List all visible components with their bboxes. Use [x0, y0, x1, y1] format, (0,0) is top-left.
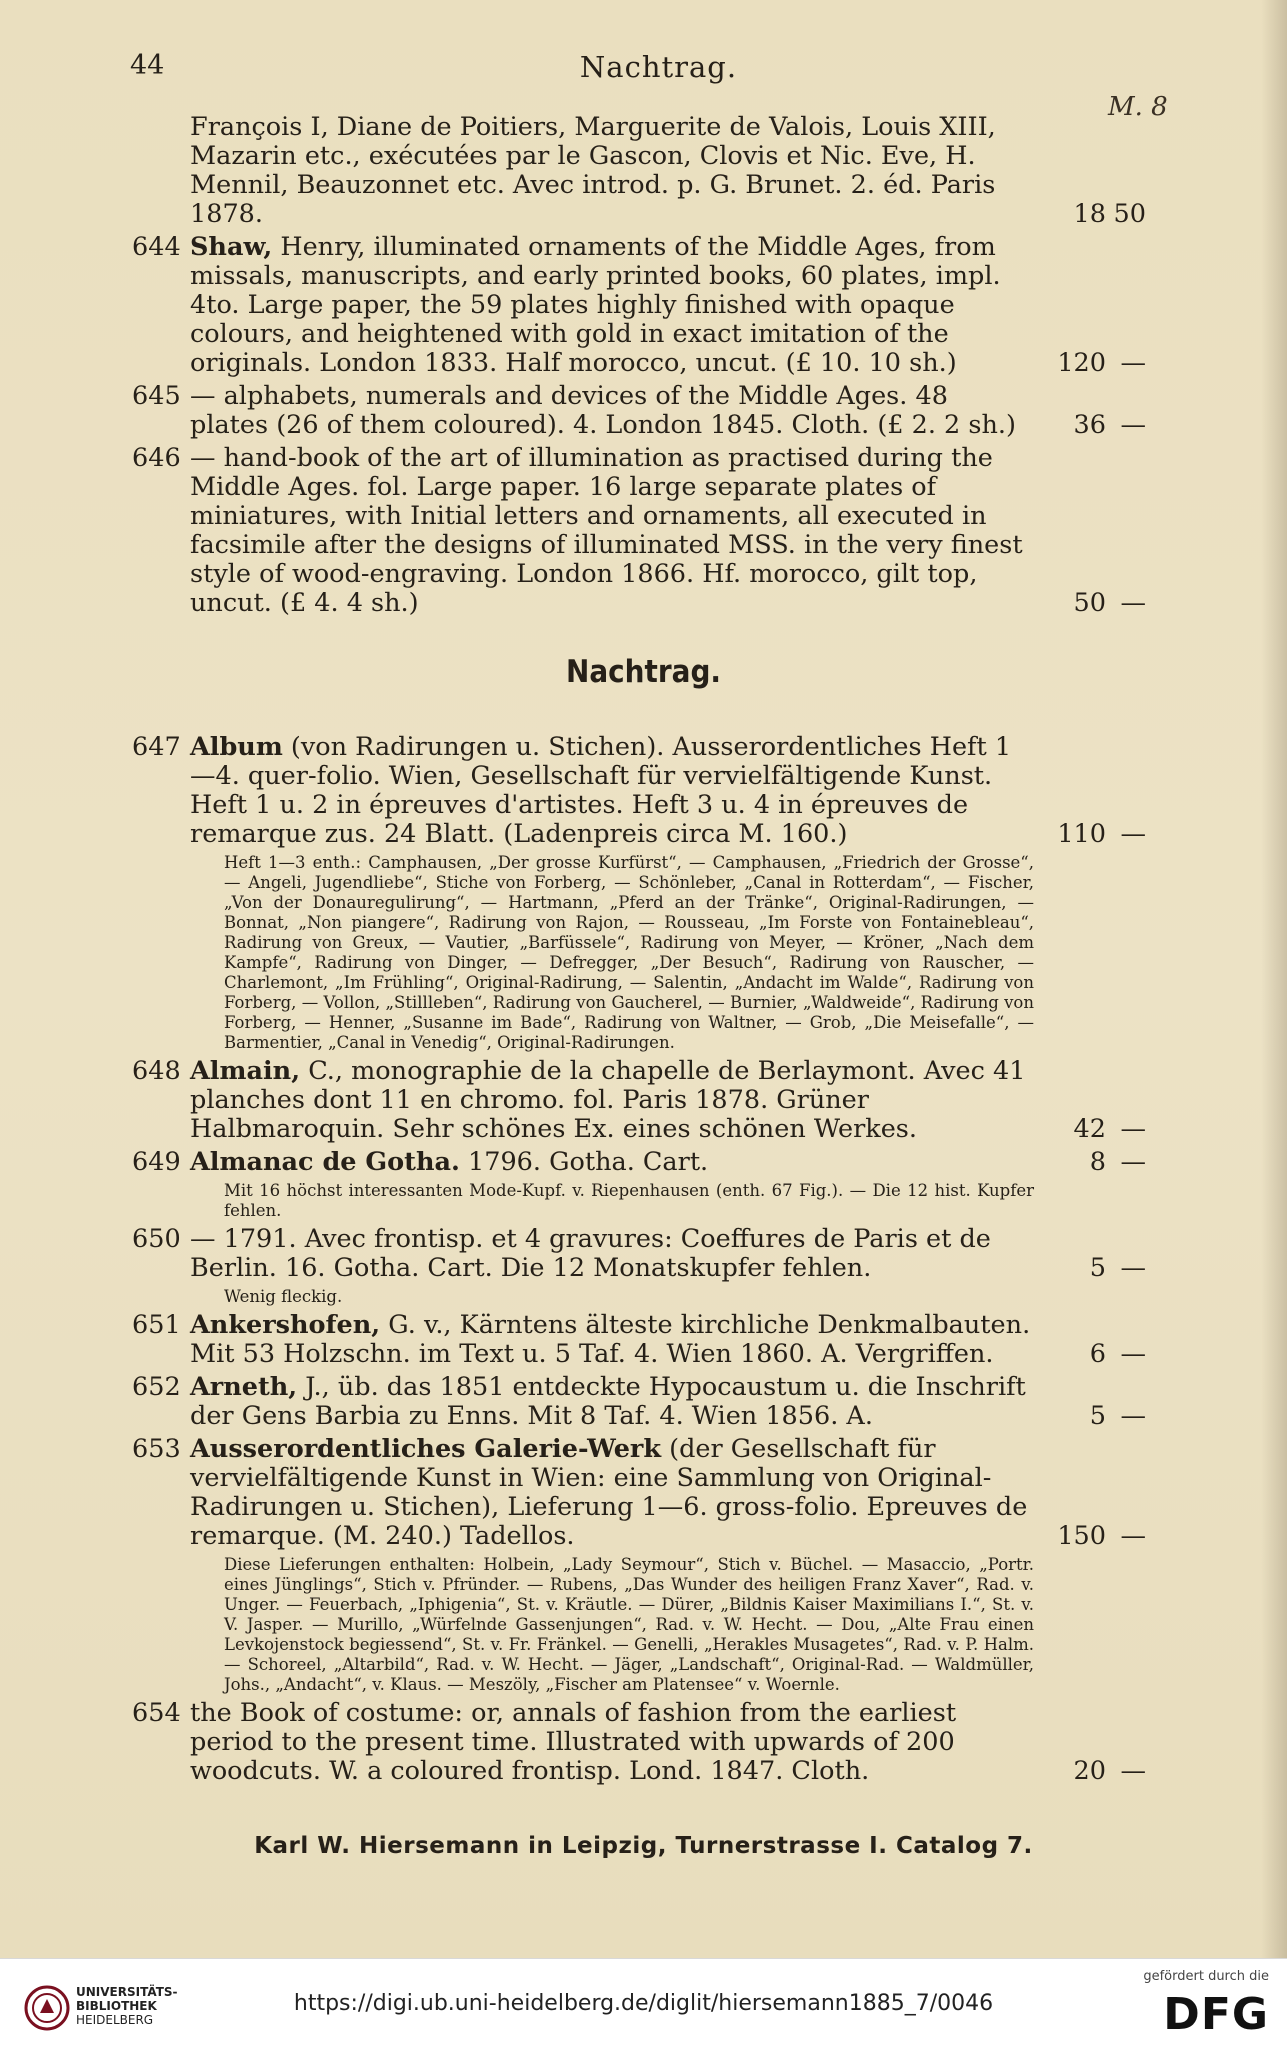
price-marks: 6 — [1089, 1339, 1106, 1369]
entries-main — [132, 733, 1152, 1790]
publisher-footer: Karl W. Hiersemann in Leipzig, Turnerstrasse I. Catalog 7. — [254, 1833, 1033, 1859]
entries-top — [132, 113, 1152, 622]
entry-author: Ausserordentliches Galerie-Werk — [190, 1434, 662, 1464]
entry-price — [1048, 1402, 1152, 1431]
entry-text — [190, 1699, 1152, 1786]
entry-author: Ankershofen, — [190, 1310, 381, 1340]
price-marks: 18 — [1073, 199, 1106, 229]
entry-text — [190, 1373, 1152, 1431]
entry-text — [190, 1311, 1152, 1369]
entry-text — [190, 1148, 1152, 1177]
entry-number: 647 — [132, 732, 181, 762]
entry-author: Arneth, — [190, 1372, 298, 1402]
entry-note: Diese Lieferungen enthalten: Holbein, „Lady Seymour“, Stich v. Büchel. — Masaccio, „Portr. eines Jünglings“, Stich v. Pfründer. — Rubens, „Das Wunder des heiligen Franz Xaver“, Rad. v. Unger. — Feuerbach, „Iphigenia“, St. v. Kräutle. — Dürer, „Bildnis Kaiser Maximilians I.“, St. v. V. Jasper. — Murillo, „Würfelnde Gassenjungen“, Rad. v. W. Hecht. — Dou, „Alte Frau einen Levkojenstock begiessend“, St. v. Fr. Fränkel. — Genelli, „Herakles Musagetes“, Rad. v. P. Halm. — Schoreel, „Altarbild“, Rad. v. W. Hecht. — Jäger, „Landschaft“, Original-Rad. — Waldmüller, Johs., „Andacht“, v. Klaus. — Meszöly, „Fischer am Platensee“ v. Woernle. — [224, 1555, 1034, 1694]
price-pfennig: — — [1120, 348, 1146, 378]
price-marks: 20 — [1073, 1756, 1106, 1786]
price-pfennig: — — [1120, 1114, 1146, 1144]
entry-text — [190, 1057, 1152, 1144]
entry-note: Wenig fleckig. — [224, 1287, 343, 1306]
entry-description: the Book of costume: or, annals of fashion from the earliest period to the present time. Illustrated with upwards of 200 woodcuts. W. a coloured frontisp. Lond. 1847. Cloth. — [190, 1698, 957, 1786]
page-edge-shadow — [1261, 0, 1287, 1958]
catalog-entry — [132, 733, 1152, 849]
entry-text — [190, 444, 1152, 618]
dfg-logo[interactable]: DFG — [1163, 1989, 1269, 2040]
price-marks: 8 — [1089, 1147, 1106, 1177]
price-pfennig: — — [1120, 1756, 1146, 1786]
entry-text — [190, 1225, 1152, 1283]
institution-line: UNIVERSITÄTS- — [76, 1985, 178, 1999]
entry-description: C., monographie de la chapelle de Berlaymont. Avec 41 planches dont 11 en chromo. fol. Paris 1878. Grüner Halbmaroquin. Sehr schönes Ex. eines schönen Werkes. — [190, 1056, 1026, 1144]
entry-text — [190, 1435, 1152, 1551]
entry-number: 653 — [132, 1434, 181, 1464]
catalog-entry — [132, 1699, 1152, 1786]
catalog-entry — [132, 444, 1152, 618]
entry-description: G. v., Kärntens älteste kirchliche Denkmalbauten. Mit 53 Holzschn. im Text u. 5 Taf. 4. Wien 1860. A. Vergriffen. — [190, 1310, 1031, 1369]
entry-number: 645 — [132, 381, 181, 411]
price-marks: 42 — [1073, 1114, 1106, 1144]
entry-price — [1048, 411, 1152, 440]
price-marks: 36 — [1073, 410, 1106, 440]
entry-author: Album — [190, 732, 283, 762]
entry-price — [1048, 1522, 1152, 1551]
entry-description: — hand-book of the art of illumination as practised during the Middle Ages. fol. Large paper. 16 large separate plates of miniatures, with Initial letters and ornaments, all executed in facsimile after the designs of illuminated MSS. in the very finest style of wood-engraving. London 1866. Hf. morocco, gilt top, uncut. (£ 4. 4 sh.) — [190, 443, 1023, 618]
catalog-entry — [132, 233, 1152, 378]
handwritten-note: M. 8 — [1108, 92, 1168, 122]
entry-price — [1048, 200, 1152, 229]
entry-description: (von Radirungen u. Stichen). Ausserordentliches Heft 1—4. quer-folio. Wien, Gesellschaft für vervielfältigende Kunst. Heft 1 u. 2 in épreuves d'artistes. Heft 3 u. 4 in épreuves de remarque zus. 24 Blatt. (Ladenpreis circa M. 160.) — [190, 732, 1012, 849]
entry-description: J., üb. das 1851 entdeckte Hypocaustum u. die Inschrift der Gens Barbia zu Enns. Mit 8 Taf. 4. Wien 1856. A. — [190, 1372, 1026, 1431]
entry-text — [190, 113, 1152, 229]
institution-line: HEIDELBERG — [76, 2013, 154, 2027]
entry-description: 1796. Gotha. Cart. — [459, 1147, 709, 1177]
price-pfennig: — — [1120, 1253, 1146, 1283]
entry-author: Almanac de Gotha. — [190, 1147, 460, 1177]
entry-note: Heft 1—3 enth.: Camphausen, „Der grosse Kurfürst“, — Camphausen, „Friedrich der Grosse“, — Angeli, Jugendliebe“, Stiche von Forberg, — Schönleber, „Canal in Rotterdam“, — Fischer, „Von der Donauregulirung“, — Hartmann, „Pferd an der Tränke“, Original-Radirungen, — Bonnat, „Non piangere“, Radirung von Rajon, — Rousseau, „Im Forste von Fontainebleau“, Radirung von Greux, — Vautier, „Barfüssele“, Radirung von Meyer, — Kröner, „Nach dem Kampfe“, Radirung von Dinger, — Defregger, „Der Besuch“, Radirung von Rauscher, — Charlemont, „Im Frühling“, Original-Radirung, — Salentin, „Andacht im Walde“, Radirung von Forberg, — Vollon, „Stillleben“, Radirung von Gaucherel, — Burnier, „Waldweide“, Radirung von Forberg, — Henner, „Susanne im Bade“, Radirung von Waltner, — Grob, „Die Meisefalle“, — Barmentier, „Canal in Venedig“, Original-Radirungen. — [224, 853, 1034, 1052]
price-pfennig: — — [1120, 1401, 1146, 1431]
entry-price — [1048, 1148, 1152, 1177]
entry-number: 649 — [132, 1147, 181, 1177]
price-marks: 5 — [1089, 1401, 1106, 1431]
entry-description: — alphabets, numerals and devices of the Middle Ages. 48 plates (26 of them coloured). 4. London 1845. Cloth. (£ 2. 2 sh.) — [190, 381, 1016, 440]
catalog-entry — [132, 1435, 1152, 1551]
entry-text — [190, 733, 1152, 849]
price-pfennig: — — [1120, 819, 1146, 849]
entry-author: Almain, — [190, 1056, 301, 1086]
entry-number: 644 — [132, 232, 181, 262]
catalog-entry — [132, 1057, 1152, 1144]
catalog-entry — [132, 113, 1152, 229]
entry-number: 651 — [132, 1310, 181, 1340]
entry-price — [1048, 1757, 1152, 1786]
catalog-entry — [132, 1225, 1152, 1283]
entry-number: 650 — [132, 1224, 181, 1254]
price-pfennig: — — [1120, 1147, 1146, 1177]
entry-description: François I, Diane de Poitiers, Marguerite de Valois, Louis XIII, Mazarin etc., exécutées par le Gascon, Clovis et Nic. Eve, H. Mennil, Beauzonnet etc. Avec introd. p. G. Brunet. 2. éd. Paris 1878. — [190, 112, 996, 229]
catalog-entry — [132, 1373, 1152, 1431]
entry-number: 648 — [132, 1056, 181, 1086]
catalog-entry — [132, 1311, 1152, 1369]
entry-description: (der Gesellschaft für vervielfältigende Kunst in Wien: eine Sammlung von Original-Radirungen u. Stichen), Lieferung 1—6. gross-folio. Epreuves de remarque. (M. 240.) Tadellos. — [190, 1434, 1028, 1551]
page-number: 44 — [130, 50, 165, 81]
entry-note: Mit 16 höchst interessanten Mode-Kupf. v. Riepenhausen (enth. 67 Fig.). — Die 12 hist. Kupfer fehlen. — [224, 1181, 1034, 1220]
page-header — [130, 50, 1187, 90]
entry-number: 654 — [132, 1698, 181, 1728]
section-heading: Nachtrag. — [565, 654, 721, 690]
entry-description: — 1791. Avec frontisp. et 4 gravures: Coeffures de Paris et de Berlin. 16. Gotha. Cart. Die 12 Monatskupfer fehlen. — [190, 1224, 991, 1283]
running-title: Nachtrag. — [579, 50, 738, 84]
entry-price — [1048, 589, 1152, 618]
funding-label: gefördert durch die — [1143, 1969, 1269, 1984]
entry-text — [190, 233, 1152, 378]
price-marks: 5 — [1089, 1253, 1106, 1283]
price-pfennig: — — [1120, 1339, 1146, 1369]
entry-price — [1048, 1340, 1152, 1369]
permalink-url[interactable]: https://digi.ub.uni-heidelberg.de/diglit/hiersemann1885_7/0046 — [293, 1991, 994, 2016]
price-marks: 150 — [1057, 1521, 1106, 1551]
price-pfennig: — — [1120, 1521, 1146, 1551]
viewer-footer — [0, 1958, 1287, 2051]
entry-text — [190, 382, 1152, 440]
entry-price — [1048, 349, 1152, 378]
entry-price — [1048, 1254, 1152, 1283]
price-pfennig: — — [1120, 410, 1146, 440]
catalog-entry — [132, 1148, 1152, 1177]
entry-number: 646 — [132, 443, 181, 473]
price-pfennig: 50 — [1113, 199, 1146, 229]
entry-description: Henry, illuminated ornaments of the Middle Ages, from missals, manuscripts, and early printed books, 60 plates, impl. 4to. Large paper, the 59 plates highly finished with opaque colours, and heightened with gold in exact imitation of the originals. London 1833. Half morocco, uncut. (£ 10. 10 sh.) — [190, 232, 1001, 378]
entry-price — [1048, 820, 1152, 849]
price-pfennig: — — [1120, 588, 1146, 618]
catalog-entry — [132, 382, 1152, 440]
price-marks: 50 — [1073, 588, 1106, 618]
institution-line: BIBLIOTHEK — [76, 1999, 157, 2013]
entry-price — [1048, 1115, 1152, 1144]
entry-number: 652 — [132, 1372, 181, 1402]
entry-author: Shaw, — [190, 232, 273, 262]
price-marks: 120 — [1057, 348, 1106, 378]
price-marks: 110 — [1057, 819, 1106, 849]
